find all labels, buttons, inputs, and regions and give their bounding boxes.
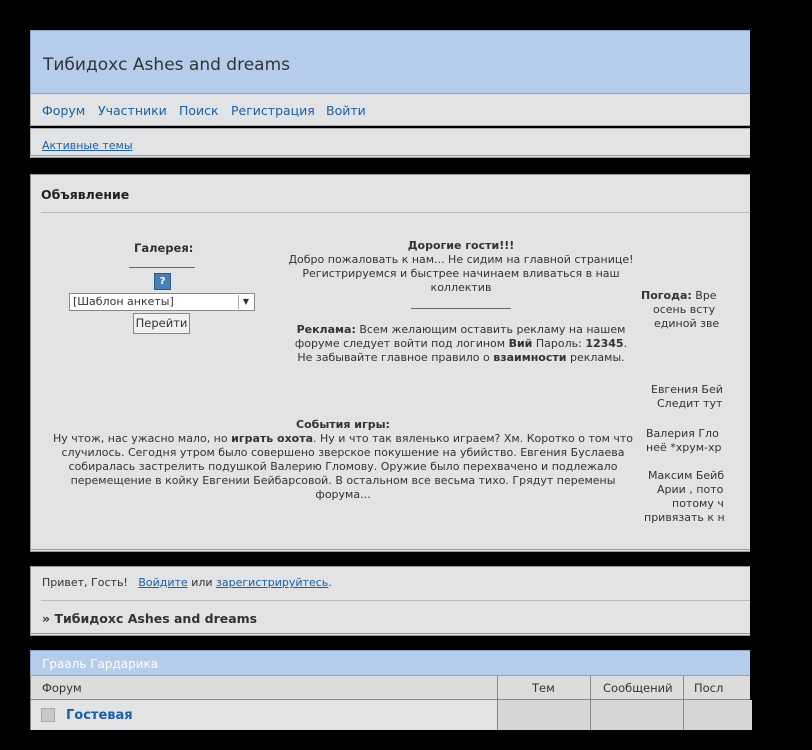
announcement-heading: Объявление — [41, 187, 130, 202]
breadcrumb-item[interactable]: Тибидохс Ashes and dreams — [54, 611, 258, 626]
gallery-go-button[interactable]: Перейти — [133, 313, 190, 334]
nav-members[interactable]: Участники — [98, 103, 167, 118]
weather-block — [641, 289, 781, 303]
ad-text: Всем желающим оставить рекламу на нашем форуме следует войти под логином — [294, 323, 626, 350]
greeting-dot: . — [328, 576, 332, 589]
weather-line: осень всту — [653, 303, 716, 316]
greeting-line — [42, 576, 332, 589]
weather-label: Погода: — [641, 289, 692, 302]
greeting-panel — [30, 566, 750, 636]
gallery-select-value: [Шаблон анкеты] — [73, 295, 174, 308]
posts-cell — [590, 700, 684, 730]
guests-title: Дорогие гости!!! — [407, 239, 515, 252]
col-topics: Тем — [532, 681, 555, 695]
divider — [683, 676, 684, 700]
table-header — [30, 676, 750, 700]
register-link[interactable]: зарегистрируйтесь — [216, 576, 329, 589]
breadcrumb — [42, 611, 257, 626]
weather-line: единой зве — [654, 317, 720, 330]
ad-text: . Не забывайте главное правило о — [297, 337, 628, 364]
ad-text: Пароль: — [532, 337, 586, 350]
forum-status-icon — [41, 708, 55, 722]
divider — [411, 308, 511, 309]
right-line: неё *хрум-хр — [646, 441, 722, 454]
nav-register[interactable]: Регистрация — [231, 103, 315, 118]
right-line: Валерия Гло — [646, 427, 719, 440]
events-bold: играть охота — [231, 432, 314, 445]
divider — [41, 600, 750, 601]
col-last-post: Посл — [694, 681, 724, 695]
page-wrapper — [30, 30, 750, 723]
events-block — [49, 418, 637, 502]
login-link[interactable]: Войдите — [138, 576, 188, 589]
right-line: Максим Бейб — [648, 469, 725, 482]
events-title: События игры: — [296, 418, 390, 431]
table-row — [30, 700, 750, 730]
category-header — [30, 650, 750, 676]
gallery-select[interactable] — [69, 293, 255, 311]
greeting-or: или — [191, 576, 213, 589]
col-forum: Форум — [42, 681, 82, 695]
help-icon[interactable]: ? — [154, 273, 171, 290]
right-line: Следит тут — [657, 397, 723, 410]
nav-search[interactable]: Поиск — [179, 103, 219, 118]
weather-text: Вре — [691, 289, 717, 302]
ad-login: Вий — [508, 337, 533, 350]
chevron-down-icon[interactable]: ▼ — [238, 295, 253, 309]
right-line: привязать к н — [644, 511, 725, 524]
divider — [41, 212, 750, 213]
guests-text: Добро пожаловать к нам... Не сидим на главной странице! Регистрируемся и быстрее начинаем вливаться в наш коллектив — [288, 253, 634, 294]
ad-label: Реклама: — [296, 323, 356, 336]
sub-nav — [30, 128, 750, 158]
events-text: Ну чтож, нас ужасно мало, но — [52, 432, 232, 445]
active-topics-link[interactable]: Активные темы — [42, 139, 133, 152]
forum-link[interactable]: Гостевая — [66, 708, 133, 723]
right-line: Евгения Бей — [651, 383, 723, 396]
last-post-cell — [683, 700, 752, 730]
breadcrumb-prefix: » — [42, 611, 51, 626]
forum-section — [30, 650, 750, 750]
col-posts: Сообщений — [603, 681, 673, 695]
gallery-title: Галерея: — [134, 241, 194, 255]
announcement-panel — [30, 174, 750, 552]
main-nav — [30, 94, 750, 126]
topics-cell — [497, 700, 591, 730]
site-header — [30, 30, 750, 94]
divider — [590, 676, 591, 700]
site-title: Тибидохс Ashes and dreams — [43, 55, 290, 75]
ad-bold: взаимности — [493, 351, 567, 364]
nav-forum[interactable]: Форум — [42, 103, 86, 118]
greeting-text: Привет, Гость! — [42, 576, 128, 589]
ad-block — [286, 323, 636, 365]
ad-text: рекламы. — [566, 351, 625, 364]
category-title[interactable]: Грааль Гардарика — [42, 657, 159, 671]
divider — [497, 676, 498, 700]
right-line: потому ч — [672, 497, 724, 510]
nav-login[interactable]: Войти — [326, 103, 366, 118]
right-line: Арии , пото — [657, 483, 724, 496]
events-text: . Ну и что так вяленько играем? Хм. Коротко о том что случилось. Сегодня утром было совершено зверское покушение на убийство. Евгения Буслаева собиралась застрелить подушкой Валерию Гломову. Оружие было перехвачено и подлежало перемещение в койку Евгении Бейбарсовой. В остальном все весьма тихо. Грядут перемены форума... — [61, 432, 634, 501]
divider — [129, 267, 195, 268]
guests-block — [286, 239, 636, 295]
ad-password: 12345 — [585, 337, 624, 350]
